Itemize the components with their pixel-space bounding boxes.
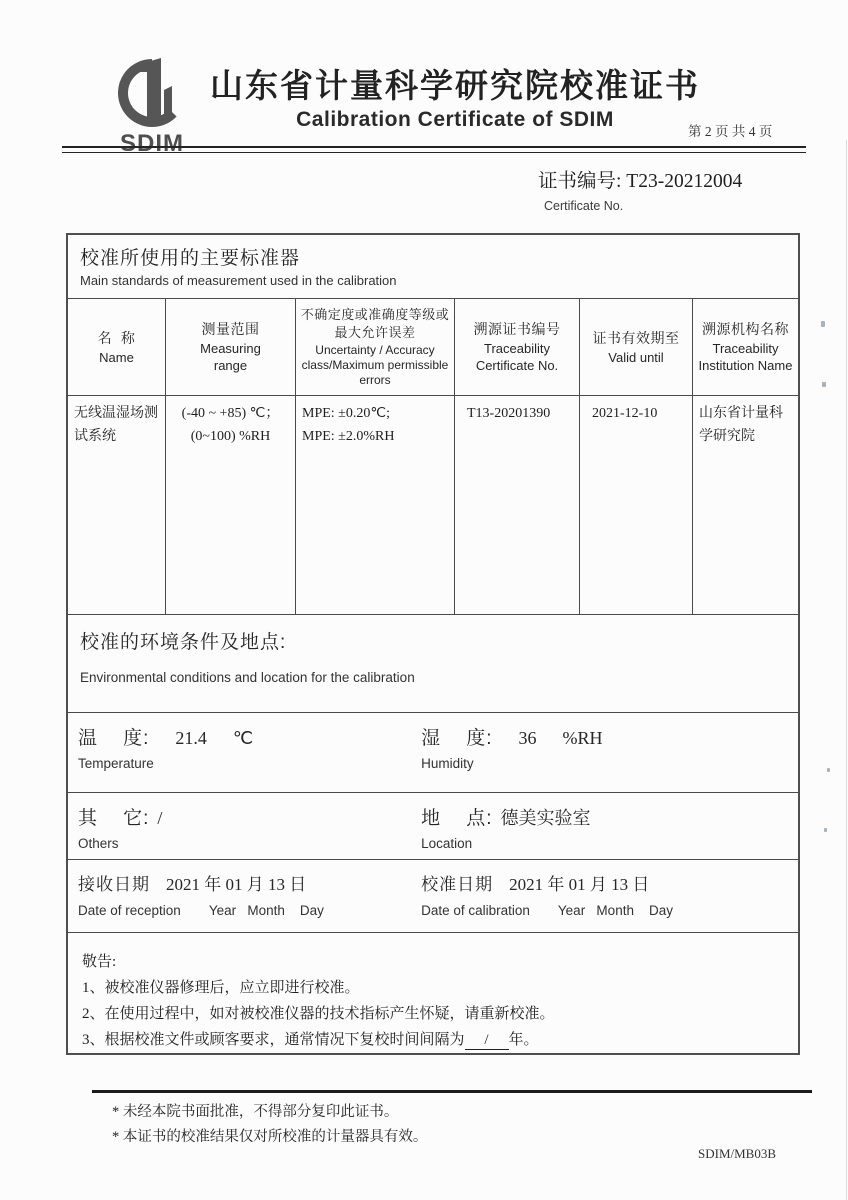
standards-title-zh: 校准所使用的主要标准器 xyxy=(80,248,301,269)
footer-divider xyxy=(92,1090,812,1093)
standards-title-en: Main standards of measurement used in the calibration xyxy=(80,273,397,288)
notes-section xyxy=(68,933,798,1053)
location-label: 地 点: xyxy=(421,808,493,829)
certificate-number xyxy=(538,165,742,193)
footer-note-1: * 未经本院书面批准，不得部分复印此证书。 xyxy=(112,1104,399,1120)
sdim-logo-icon xyxy=(109,56,195,140)
table-header-institution: 溯源机构名称 Traceability Institution Name xyxy=(692,299,798,396)
temperature-label-en: Temperature xyxy=(78,756,154,771)
others-value: / xyxy=(157,808,163,828)
calibration-date-units-en: Year Month Day xyxy=(557,903,673,918)
dates-row xyxy=(68,860,798,933)
reception-date-label-en: Date of reception Year Month Day xyxy=(78,903,324,918)
reception-date-label: 接收日期 xyxy=(78,875,150,894)
others-field xyxy=(68,793,411,859)
humidity-value: 36 xyxy=(518,728,537,748)
calibration-date-field xyxy=(411,860,798,932)
temperature-value: 21.4 xyxy=(175,728,207,748)
calibration-date-label-en: Date of calibration Year Month Day xyxy=(421,903,673,918)
environment-section-title xyxy=(68,615,798,713)
reception-date-field xyxy=(68,860,411,932)
temperature-unit: ℃ xyxy=(232,728,254,748)
header-divider xyxy=(62,146,806,153)
scan-speck xyxy=(822,382,826,387)
calibration-date-label: 校准日期 xyxy=(421,875,494,894)
humidity-field xyxy=(411,713,798,792)
humidity-label: 湿 度: xyxy=(421,728,493,749)
table-header-uncertainty: 不确定度或准确度等级或最大允许误差 Uncertainty / Accuracy class/Maximum permissible errors xyxy=(295,299,454,396)
humidity-label-en: Humidity xyxy=(421,756,474,771)
others-label-en: Others xyxy=(78,836,119,851)
humidity-unit: %RH xyxy=(562,728,603,748)
table-cell-institution: 山东省计量科学研究院 xyxy=(692,396,798,614)
scan-speck xyxy=(824,828,827,832)
temperature-field xyxy=(68,713,411,792)
table-header-name: 名 称 Name xyxy=(68,299,165,396)
location-value: 德美实验室 xyxy=(500,808,591,828)
page-title: 山东省计量科学研究院校准证书 xyxy=(210,69,700,105)
table-header-valid-until: 证书有效期至 Valid until xyxy=(579,299,692,396)
environment-title-en: Environmental conditions and location for the calibration xyxy=(80,670,415,685)
notes-item-3: 3、根据校准文件或顾客要求，通常情况下复校时间间隔为 / 年。 xyxy=(82,1032,539,1048)
scan-speck xyxy=(827,768,830,772)
page-number: 第 2 页 共 4 页 xyxy=(688,124,773,139)
table-cell-valid-until: 2021-12-10 xyxy=(579,396,692,614)
temperature-humidity-row xyxy=(68,713,798,793)
table-cell-measuring-range: (-40 ~ +85) ℃； (0~100) %RH xyxy=(165,396,295,614)
others-location-row xyxy=(68,793,798,860)
notes-item-1: 1、被校准仪器修理后，应立即进行校准。 xyxy=(82,980,360,996)
recalibration-interval-blank: / xyxy=(465,1032,509,1050)
standards-section-title xyxy=(68,235,798,298)
location-label-en: Location xyxy=(421,836,473,851)
scan-edge-artifact xyxy=(846,140,848,1200)
certificate-body xyxy=(66,233,800,1055)
table-cell-traceability-cert-no: T13-20201390 xyxy=(454,396,579,614)
reception-date-value: 2021 年 01 月 13 日 xyxy=(166,875,307,894)
certificate-number-english-label: Certificate No. xyxy=(544,199,624,213)
sdim-logo-text: SDIM xyxy=(120,130,184,157)
temperature-label: 温 度: xyxy=(78,728,150,749)
page-title-english: Calibration Certificate of SDIM xyxy=(296,108,614,131)
location-field xyxy=(411,793,798,859)
certificate-number-value: T23-20212004 xyxy=(626,171,743,192)
calibration-date-value: 2021 年 01 月 13 日 xyxy=(509,875,650,894)
table-cell-name: 无线温湿场测试系统 xyxy=(74,406,158,444)
environment-title-zh: 校准的环境条件及地点: xyxy=(80,632,287,653)
footer-note-2: * 本证书的校准结果仅对所校准的计量器具有效。 xyxy=(112,1129,428,1145)
table-cell-accuracy: MPE: ±0.20℃; MPE: ±2.0%RH xyxy=(295,396,454,614)
scan-speck xyxy=(821,321,825,327)
certificate-number-label: 证书编号: xyxy=(538,171,627,192)
notes-item-2: 2、在使用过程中，如对被校准仪器的技术指标产生怀疑，请重新校准。 xyxy=(82,1006,555,1022)
others-label: 其 它: xyxy=(78,808,150,829)
table-header-measuring-range: 测量范围 Measuring range xyxy=(165,299,295,396)
notes-title: 敬告: xyxy=(82,954,117,970)
reception-date-units-en: Year Month Day xyxy=(208,903,324,918)
standards-table xyxy=(68,298,798,615)
form-number: SDIM/MB03B xyxy=(698,1146,777,1161)
table-header-traceability-cert-no: 溯源证书编号 Traceability Certificate No. xyxy=(454,299,579,396)
